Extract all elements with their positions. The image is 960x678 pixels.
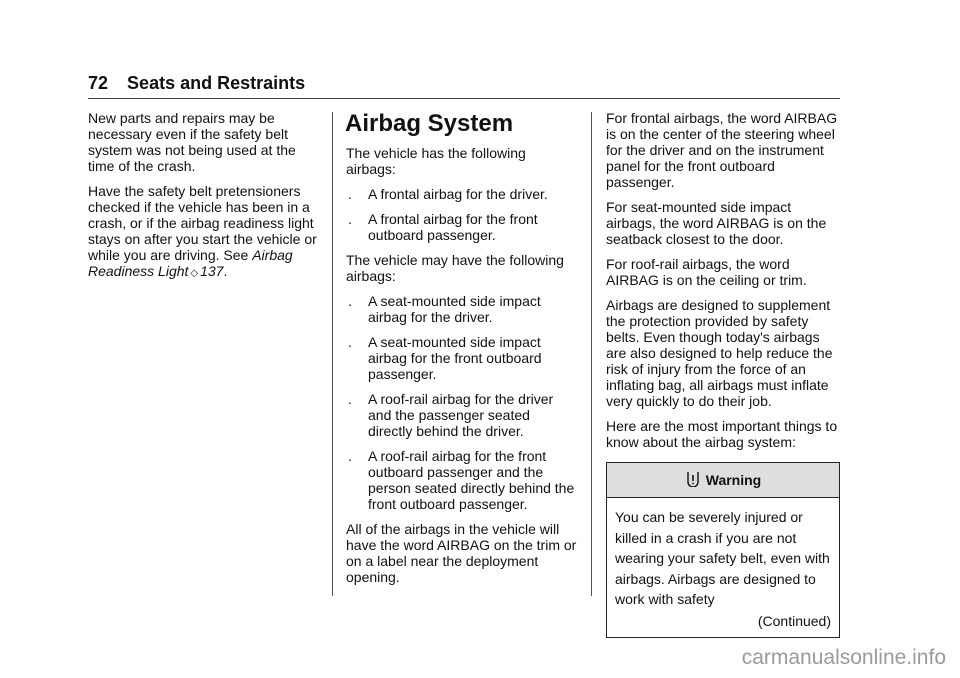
section-heading: Airbag System (345, 110, 514, 137)
cross-reference-link[interactable]: Airbag Readiness Light (88, 247, 293, 279)
column-divider-2 (591, 112, 592, 596)
list-item (346, 186, 578, 202)
column-3 (606, 110, 840, 638)
list-item-text: A frontal airbag for the front outboard passenger. (368, 211, 538, 243)
paragraph: New parts and repairs may be necessary even if the safety belt system was not being used at the time of the crash. (88, 110, 296, 174)
paragraph: Here are the most important things to know about the airbag system: (606, 418, 838, 450)
paragraph: For seat-mounted side impact airbags, the word AIRBAG is on the seatback closest to the door. (606, 199, 827, 247)
paragraph: For frontal airbags, the word AIRBAG is on the center of the steering wheel for the driver and on the instrument panel for the front outboard passenger. (606, 110, 838, 190)
warning-header (607, 463, 839, 498)
warning-title: Warning (705, 472, 762, 488)
watermark: carmanualsonline.info (741, 646, 946, 669)
bullet-icon: . (348, 211, 352, 227)
bullet-icon: . (348, 391, 352, 407)
list-item (346, 448, 578, 512)
bullet-icon: . (348, 186, 352, 202)
warning-icon (685, 471, 701, 490)
page-number: 72 (88, 73, 109, 93)
list-item (346, 334, 578, 382)
page-header (88, 73, 305, 94)
list-item (346, 211, 578, 243)
list-item-text: A seat-mounted side impact airbag for the driver. (368, 293, 541, 325)
list-item-text: A roof-rail airbag for the driver and the passenger seated directly behind the driver. (368, 391, 554, 439)
list-item (346, 293, 578, 325)
warning-text: You can be severely injured or killed in a crash if you are not wearing your safety belt, even with airbags. Airbags are designed to work with safety (615, 509, 830, 607)
paragraph: The vehicle has the following airbags: (346, 145, 526, 177)
list-item (346, 391, 578, 439)
warning-box (606, 462, 840, 638)
bullet-icon: . (348, 293, 352, 309)
page-reference-arrow-icon: ◇ (190, 268, 199, 279)
bullet-icon: . (348, 334, 352, 350)
column-1 (88, 110, 322, 291)
paragraph-text: Have the safety belt pretensioners checked if the vehicle has been in a crash, or if the airbag readiness light stays on after you start the vehicle or while you are driving. See (88, 183, 317, 263)
paragraph: Airbags are designed to supplement the protection provided by safety belts. Even though today's airbags are also designed to help reduce the risk of injury from the force of an inflating bag, all airbags must inflate very quickly to do their job. (606, 297, 833, 409)
cross-reference-page[interactable]: 137 (200, 263, 224, 279)
bullet-list (346, 186, 578, 243)
list-item-text: A seat-mounted side impact airbag for the front outboard passenger. (368, 334, 542, 382)
bullet-icon: . (348, 448, 352, 464)
bullet-list (346, 293, 578, 512)
continued-label: (Continued) (757, 612, 831, 629)
paragraph: All of the airbags in the vehicle will have the word AIRBAG on the trim or on a label near the deployment opening. (346, 521, 577, 585)
paragraph: The vehicle may have the following airbags: (346, 252, 564, 284)
paragraph-with-reference (88, 183, 322, 282)
column-2 (346, 110, 578, 594)
column-divider-1 (332, 112, 333, 596)
list-item-text: A frontal airbag for the driver. (368, 186, 548, 202)
header-rule (88, 98, 840, 99)
section-title: Seats and Restraints (127, 73, 306, 93)
list-item-text: A roof-rail airbag for the front outboard passenger and the person seated directly behind the front outboard passenger. (368, 448, 575, 512)
sentence-end: . (223, 263, 228, 279)
paragraph: For roof-rail airbags, the word AIRBAG is on the ceiling or trim. (606, 256, 807, 288)
warning-body (607, 498, 839, 637)
